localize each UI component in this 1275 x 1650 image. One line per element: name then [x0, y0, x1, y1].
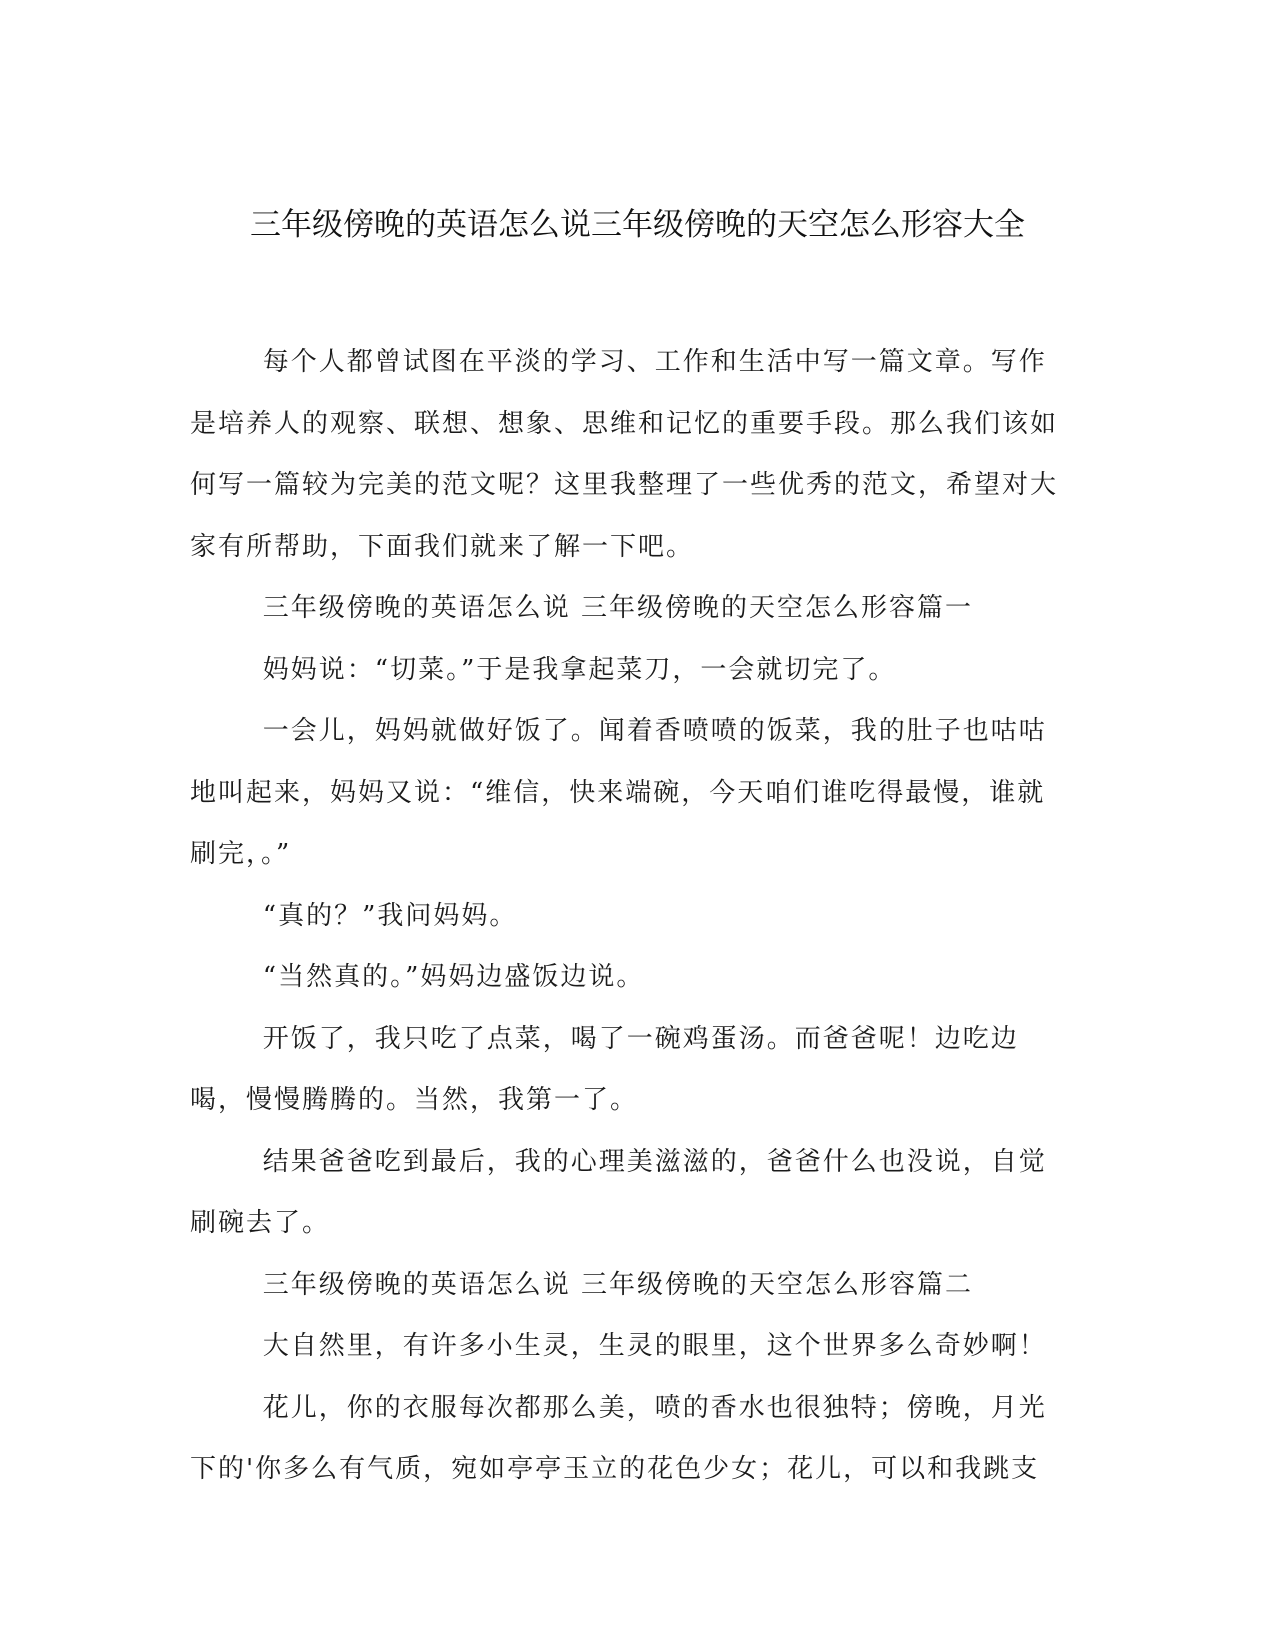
- document-title: 三年级傍晚的英语怎么说三年级傍晚的天空怎么形容大全: [250, 207, 1025, 243]
- document-body: [190, 332, 1070, 1501]
- paragraph: 结果爸爸吃到最后，我的心理美滋滋的，爸爸什么也没说，自觉刷碗去了。: [190, 1146, 1047, 1238]
- section-heading-2: 三年级傍晚的英语怎么说 三年级傍晚的天空怎么形容篇二: [262, 1269, 974, 1300]
- paragraph: 大自然里，有许多小生灵，生灵的眼里，这个世界多么奇妙啊！: [262, 1331, 1047, 1361]
- paragraph: 花儿，你的衣服每次都那么美，喷的香水也很独特；傍晚，月光下的'你多么有气质，宛如亭亭玉立的花色少女；花儿，可以和我跳支: [190, 1392, 1047, 1484]
- paragraph: 一会儿，妈妈就做好饭了。闻着香喷喷的饭菜，我的肚子也咕咕地叫起来，妈妈又说：“维信，快来端碗，今天咱们谁吃得最慢，谁就刷完，。”: [190, 716, 1047, 869]
- paragraph: 妈妈说：“切菜。”于是我拿起菜刀，一会就切完了。: [262, 654, 897, 685]
- paragraph: “真的？”我问妈妈。: [262, 900, 518, 931]
- section-heading-1: 三年级傍晚的英语怎么说 三年级傍晚的天空怎么形容篇一: [262, 593, 974, 623]
- paragraph-intro: 每个人都曾试图在平淡的学习、工作和生活中写一篇文章。写作是培养人的观察、联想、想象、思维和记忆的重要手段。那么我们该如何写一篇较为完美的范文呢？这里我整理了一些优秀的范文，希望对大家有所帮助，下面我们就来了解一下吧。: [190, 347, 1059, 562]
- paragraph: “当然真的。”妈妈边盛饭边说。: [262, 962, 645, 992]
- paragraph: 开饭了，我只吃了点菜，喝了一碗鸡蛋汤。而爸爸呢！边吃边喝，慢慢腾腾的。当然，我第一了。: [190, 1023, 1019, 1115]
